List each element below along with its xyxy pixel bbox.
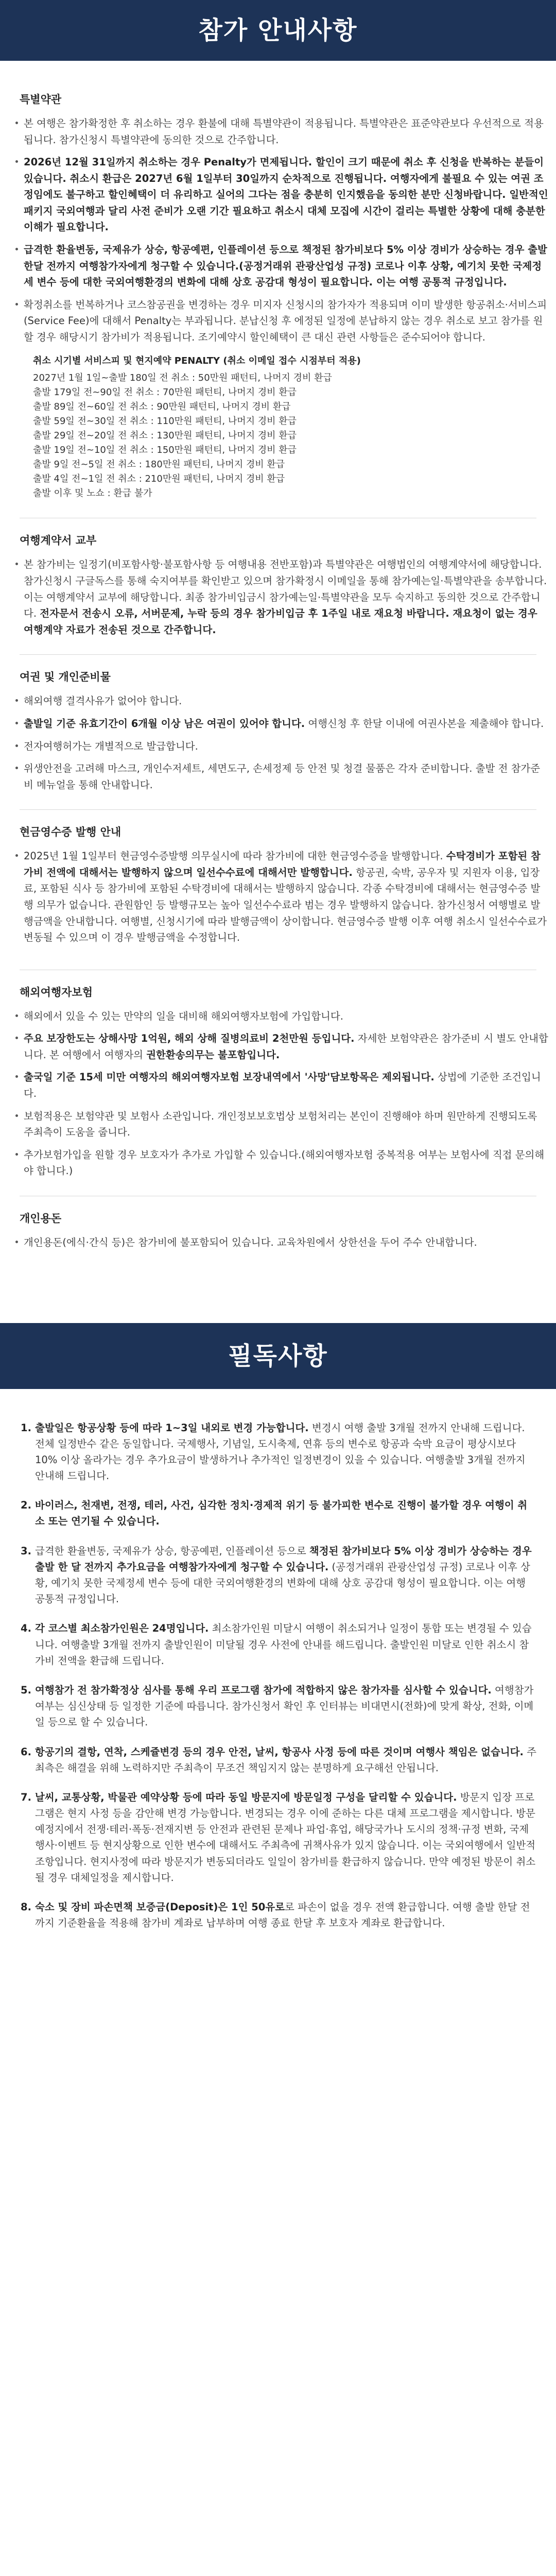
overseas-insurance-list	[0, 1008, 556, 1179]
must-read-item	[21, 1899, 536, 1931]
section-banner-must-read: 필독사항	[0, 1323, 556, 1389]
bullet-item	[16, 693, 549, 709]
bullet-item	[16, 1234, 549, 1251]
bullet-text: 본 참가비는 일정기(비포함사항·불포함사항 등 여행내용 전반포함)과 특별약관은 여행법인의 여행계약서에 해당합니다. 참가신청시 구글독스를 통해 숙지여부를 확인받고 있으며 참가확정시 이메일을 통해 참가예는일·특별약관을 송부합니다. 이는 여행계약서 교부에 해당합니다. 최종 참가비입금시 참가예는일·특별약관을 모두 숙지하고 동의한 것으로 간주합니다.	[24, 558, 547, 620]
item-number: 4.	[21, 1622, 31, 1635]
must-read-list	[0, 1420, 556, 1931]
item-number: 7.	[21, 1791, 31, 1803]
item-bold-text: 숙소 및 장비 파손면책 보증금(Deposit)은 1인 50유로	[35, 1901, 285, 1913]
fee-row: 출발 59일 전~30일 전 취소 : 110만원 패턴티, 나머지 경비 환급	[33, 416, 297, 427]
bullet-text: 2025년 1월 1일부터 현금영수증발행 의무실시에 따라 참가비에 대한 현금영수증을 발행합니다.	[24, 850, 446, 862]
bullet-item	[16, 297, 549, 346]
bullet-text: 전자여행허가는 개별적으로 발급합니다.	[24, 740, 198, 752]
must-read-item	[21, 1682, 536, 1731]
item-text: 급격한 환율변동, 국제유가 상승, 항공예편, 인플레이션 등으로	[35, 1545, 309, 1557]
bullet-bold-text: 급격한 환율변동, 국제유가 상승, 항공예편, 인플레이션 등으로 책정된 참가비보다 5% 이상 경비가 상승하는 경우 출발 한달 전까지 여행참가자에게 청구할 수 있습니다.(공정거래위 관광산업성 규정) 코로나 이후 상황, 예기치 못한 국제정세 변수 등에 대한 국외여행환경의 변화에 대해 상호 공감대 형성이 필요합니다. 이는 여행 공통적 규정입니다.	[24, 244, 547, 289]
bullet-item	[16, 115, 549, 148]
bullet-bold-text: 전자문서 전송시 오류, 서버문제, 누락 등의 경우 참가비입금 후 1주일 내로 재요청 바랍니다. 재요청이 없는 경우 여행계약 자료가 전송된 것으로 간주합니다.	[24, 607, 537, 636]
fee-row: 출발 이후 및 노쇼 : 환급 불가	[33, 487, 152, 499]
contract-list	[0, 556, 556, 638]
item-bold-text: 여행참가 전 참가확정상 심사를 통해 우리 프로그램 참가에 적합하지 않은 참가자를 심사할 수 있습니다.	[35, 1684, 492, 1696]
bullet-text: 확정취소를 번복하거나 코스참공권을 변경하는 경우 미지자 신청시의 참가자가 적용되며 이미 발생한 항공취소·서비스피(Service Fee)에 대해서 Penalty는 부과됩니다. 분납신청 후 에정된 일정에 분납하지 않는 경우 취소로 보고 참가를 원할 경우 해당시기 참가비가 적용됩니다. 조기예약시 할인혜택이 큰 대신 관련 사항들은 준수되어야 합니다.	[24, 298, 547, 343]
bullet-item	[16, 556, 549, 638]
item-number: 5.	[21, 1684, 31, 1696]
item-bold-text: 항공기의 결항, 연착, 스케쥴변경 등의 경우 안전, 날씨, 항공사 사정 등에 따른 것이며 여행사 책임은 없습니다.	[35, 1745, 524, 1758]
item-text: 최소참가인원 미달시 여행이 취소되거나 일정이 통합 또는 변경될 수 있습니다. 여행출발 3개월 전까지 출발인원이 미달될 경우 사전에 안내를 해드립니다. 출발인원 미달로 인한 취소시 참가비 전액을 환급해 드립니다.	[35, 1622, 532, 1667]
item-text: (공정거래위 관광산업성 규정) 코로나 이후 상황, 예기치 못한 국제정세 변수 등에 대한 국외여행환경의 변화에 대해 상호 공감대 형성이 필요합니다. 이는 여행 공통적 규정입니다.	[35, 1561, 530, 1605]
special-terms-list	[0, 115, 556, 346]
bullet-item	[16, 1069, 549, 1101]
bullet-text: 개인용돈(에식·간식 등)은 참가비에 불포함되어 있습니다. 교육차원에서 상한선을 두어 주수 안내합니다.	[24, 1236, 477, 1248]
receipt-list	[0, 848, 556, 945]
must-read-item	[21, 1744, 536, 1776]
bullet-item	[16, 154, 549, 235]
heading-contract: 여행계약서 교부	[20, 534, 97, 547]
bullet-bold-text: 출발일 기준 유효기간이 6개월 이상 남은 여권이 있어야 합니다.	[24, 717, 305, 730]
bullet-bold-text: 2026년 12월 31일까지 취소하는 경우 Penalty가 면제됩니다. 할인이 크기 때문에 취소 후 신청을 반복하는 분들이 있습니다. 취소시 환급은 2027년 6월 1일부터 30일까지 순차적으로 진행됩니다. 여행자에게 불필요 수 있는 여권 조정임에도 불구하고 할인혜택이 더 유리하고 실어의 그다는 점을 충분히 인지했음을 동의한 분만 신청바랍니다. 일반적인 패키지 국외여행과 달리 사전 준비가 오랜 기간 필요하고 취소시 대체 모집에 시간이 걸리는 특별한 상황에 대해 충분한 이해가 필요합니다.	[24, 156, 548, 233]
must-read-item	[21, 1620, 536, 1669]
heading-overseas-insurance: 해외여행자보험	[20, 986, 93, 998]
item-bold-text: 바이러스, 천재변, 전쟁, 테러, 사건, 심각한 정치·경제적 위기 등 불가피한 변수로 진행이 불가할 경우 여행이 취소 또는 연기될 수 있습니다.	[35, 1499, 528, 1528]
bullet-text: 본 여행은 참가확정한 후 취소하는 경우 환불에 대해 특별약관이 적용됩니다. 특별약관은 표준약관보다 우선적으로 적용됩니다. 참가신청시 특별약관에 동의한 것으로 간주합니다.	[24, 117, 544, 146]
bullet-item	[16, 1147, 549, 1179]
item-bold-text: 출발일은 항공상황 등에 따라 1~3일 내외로 변경 가능합니다.	[35, 1421, 309, 1434]
personal-money-list	[0, 1234, 556, 1251]
bullet-text: 해외여행 결격사유가 없어야 합니다.	[24, 695, 182, 707]
must-read-item	[21, 1543, 536, 1607]
item-text: 여행참가 여부는 심신상태 등 일정한 기준에 따릅니다. 참가신청서 확인 후 인터뷰는 비대면시(전화)에 맞게 확상, 전화, 이메일 등으로 할 수 있습니다.	[35, 1684, 534, 1728]
fee-row: 출발 29일 전~20일 전 취소 : 130만원 패턴티, 나머지 경비 환급	[33, 430, 297, 441]
heading-personal-money: 개인용돈	[20, 1212, 62, 1225]
item-text: 방문지 입장 프로그램은 현지 사정 등을 감안해 변경 가능합니다. 변경되는 경우 이에 준하는 다른 대체 프로그램을 제시합니다. 방문 예정지에서 전쟁·테러·폭동·전재지변 등 안전과 관련된 문제나 파업·휴업, 해당국가나 도시의 정책·규정 변화, 국제행사·이벤트 등 현지상황으로 인한 변수에 대해서도 주최측에 귀책사유가 있지 않습니다. 이는 국외여행에서 일반적 조항입니다. 현지사정에 따라 방문지가 변동되더라도 일일이 참가비를 환급하지 않습니다. 만약 예정된 방문이 취소될 경우 대체일정을 제시합니다.	[35, 1791, 536, 1884]
cancellation-fee-heading: 취소 시기별 서비스피 및 현지예약 PENALTY (취소 이메일 접수 시점부터 적용)	[33, 355, 361, 366]
bullet-text: 자세한 보험약관은 참가준비 시 별도 안내합니다. 본 여행에서 여행자의	[24, 1032, 548, 1061]
item-text: 변경시 여행 출발 3개월 전까지 안내해 드립니다. 전체 일정반수 같은 동일합니다. 국제행사, 기념일, 도시축제, 연휴 등의 변수로 항공과 숙박 요금이 평상시보다 10% 이상 올라가는 경우 추가요금이 발생하거나 추가적인 일정변경이 있을 수 있습니다. 여행출발 3개월 전까지 안내해 드립니다.	[35, 1421, 526, 1482]
item-bold-text: 책정된 참가비보다 5% 이상 경비가 상승하는 경우 출발 한 달 전까지 추가요금을 여행참가자에게 청구할 수 있습니다.	[35, 1545, 532, 1573]
item-number: 3.	[21, 1545, 31, 1557]
must-read-item	[21, 1497, 536, 1529]
bullet-text: 해외에서 있을 수 있는 만약의 일을 대비해 해외여행자보험에 가입합니다.	[24, 1010, 343, 1022]
bullet-item	[16, 1030, 549, 1063]
fee-row: 출발 19일 전~10일 전 취소 : 150만원 패턴티, 나머지 경비 환급	[33, 444, 297, 455]
bullet-text: 항공권, 숙박, 공우자 및 지원자 이용, 입장료, 포함된 식사 등 참가비에 포함된 수탁경비에 대해서는 발행하지 않습니다. 각종 수탁경비에 대해서는 현금영수증 발행 의무가 없습니다. 관원함인 등 발행규모는 높아 일선수수료라 범는 경우 발행하지 않습니다. 참가신청서 여행별로 발행금액을 안내합니다. 여행별, 신청시기에 따라 발행금액이 상이합니다. 현금영수증 발행 이후 여행 취소시 일선수수료가 변동될 수 있으며 이 경우 발행금액을 수정합니다.	[24, 866, 547, 944]
must-read-item	[21, 1789, 536, 1886]
bullet-item	[16, 242, 549, 291]
cancellation-fee-table	[0, 354, 556, 501]
fee-row: 출발 89일 전~60일 전 취소 : 90만원 패턴티, 나머지 경비 환급	[33, 401, 291, 413]
fee-row: 출발 9일 전~5일 전 취소 : 180만원 패턴티, 나머지 경비 환급	[33, 459, 285, 470]
bullet-text: 보험적용은 보험약관 및 보험사 소관입니다. 개인정보보호법상 보험처리는 본인이 진행해야 하며 원만하게 진행되도록 주최측이 도움을 줍니다.	[24, 1110, 537, 1139]
item-number: 8.	[21, 1901, 31, 1913]
bullet-item	[16, 760, 549, 793]
bullet-bold-text: 주요 보장한도는 상해사망 1억원, 해외 상해 질병의료비 2천만원 등입니다.	[24, 1032, 355, 1045]
bullet-item	[16, 716, 549, 732]
bullet-text: 여행신청 후 한달 이내에 여권사본을 제출해야 합니다.	[305, 717, 544, 730]
bullet-text: 추가보험가입을 원할 경우 보호자가 추가로 가입할 수 있습니다.(해외여행자보험 중복적용 여부는 보험사에 직접 문의해야 합니다.)	[24, 1148, 545, 1177]
bullet-item	[16, 848, 549, 945]
bullet-text: 위생안전을 고려해 마스크, 개인수저세트, 세면도구, 손세정제 등 안전 및 청결 물품은 각자 준비합니다. 출발 전 참가준비 메뉴얼을 통해 안내합니다.	[24, 762, 541, 791]
bullet-bold-text: 출국일 기준 15세 미만 여행자의 해외여행자보험 보장내역에서 '사망'담보항목은 제외됩니다.	[24, 1071, 435, 1083]
bullet-item	[16, 1008, 549, 1025]
fee-row: 출발 4일 전~1일 전 취소 : 210만원 패턴티, 나머지 경비 환급	[33, 473, 285, 484]
item-number: 6.	[21, 1745, 31, 1758]
bullet-text: 상법에 기준한 조건입니다.	[24, 1071, 541, 1100]
heading-receipt: 현금영수증 발행 안내	[20, 826, 121, 839]
must-read-item	[21, 1420, 536, 1484]
fee-row: 출발 179일 전~90일 전 취소 : 70만원 패턴티, 나머지 경비 환급	[33, 387, 297, 398]
item-text: 로 파손이 없을 경우 전액 환급합니다. 여행 출발 한달 전까지 기준환율을 적용해 참가비 계좌로 납부하며 여행 종료 한달 후 보호자 계좌로 환급합니다.	[35, 1901, 530, 1929]
bullet-bold-text: 권한환송의무는 불포함입니다.	[146, 1048, 280, 1061]
item-text: 주최측은 해결을 위해 노력하지만 주최측이 무조건 책임지지 않는 분명하게 요구해선 안됩니다.	[35, 1745, 536, 1774]
bullet-item	[16, 738, 549, 755]
section-banner-guide: 참가 안내사항	[0, 0, 556, 61]
passport-list	[0, 693, 556, 793]
heading-special-terms: 특별약관	[20, 93, 62, 106]
heading-passport: 여권 및 개인준비물	[20, 671, 111, 684]
bullet-bold-text: 수탁경비가 포함된 참가비 전액에 대해서는 발행하지 않으며 일선수수료에 대해서만 발행합니다.	[24, 850, 541, 878]
bullet-item	[16, 1108, 549, 1141]
item-number: 2.	[21, 1499, 31, 1512]
fee-row: 2027년 1월 1일~출발 180일 전 취소 : 50만원 패턴티, 나머지 경비 환급	[33, 372, 332, 384]
item-bold-text: 각 코스별 최소참가인원은 24명입니다.	[35, 1622, 209, 1635]
item-number: 1.	[21, 1421, 31, 1434]
item-bold-text: 날씨, 교통상황, 박물관 예약상황 등에 따라 동일 방문지에 방문일정 구성을 달리할 수 있습니다.	[35, 1791, 457, 1803]
